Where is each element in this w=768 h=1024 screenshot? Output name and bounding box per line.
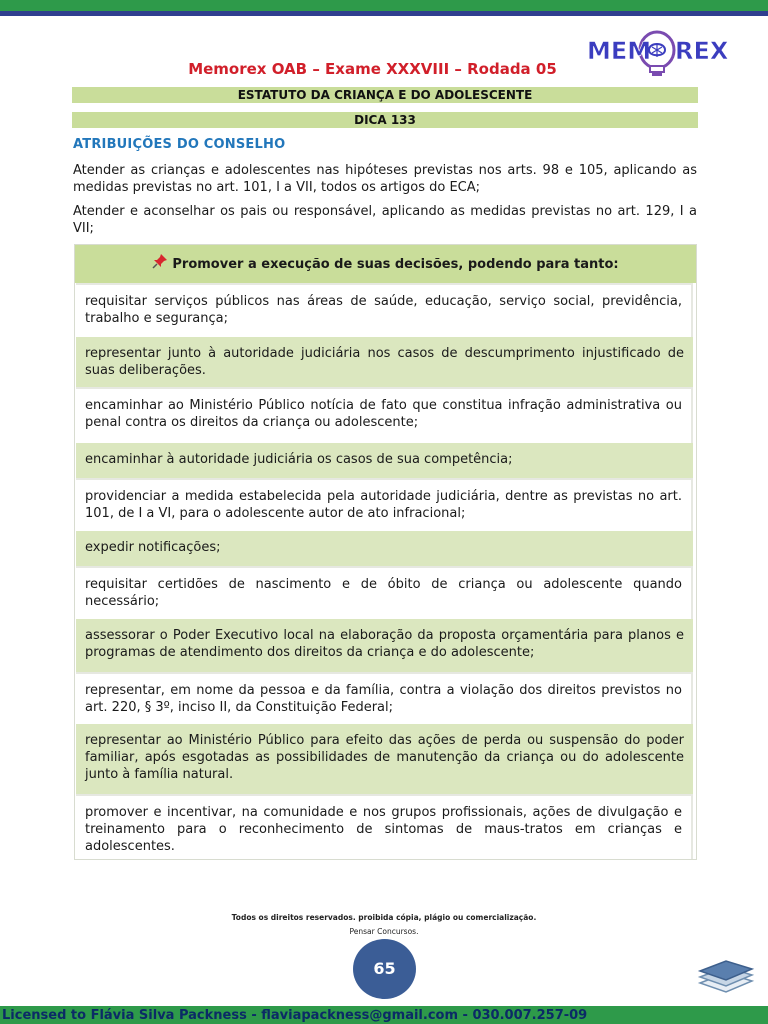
books-icon (696, 955, 756, 995)
list-item: encaminhar ao Ministério Público notícia de fato que constitua infração administrativa ou penal contra os direitos da criança ou adolescente; (76, 387, 693, 443)
list-item: encaminhar à autoridade judiciária os casos de sua competência; (76, 443, 693, 478)
list-item: requisitar serviços públicos nas áreas de saúde, educação, serviço social, previdência, trabalho e segurança; (76, 283, 693, 337)
page-number: 65 (353, 939, 416, 999)
list-item: expedir notificações; (76, 531, 693, 566)
list-item: requisitar certidões de nascimento e de óbito de criança ou adolescente quando necessário; (76, 566, 693, 619)
box-header (75, 245, 696, 283)
svg-text:REX: REX (675, 37, 729, 65)
list-item: assessorar o Poder Executivo local na elaboração da proposta orçamentária para planos e programas de atendimento dos direitos da criança e do adolescente; (76, 619, 693, 672)
section-heading: ATRIBUIÇÕES DO CONSELHO (73, 137, 286, 152)
paragraph: Atender as crianças e adolescentes nas hipóteses previstas nos arts. 98 e 105, aplicando as medidas previstas no art. 101, I a VII, todos os artigos do ECA; (73, 163, 697, 195)
list-item: representar, em nome da pessoa e da família, contra a violação dos direitos previstos no art. 220, § 3º, inciso II, da Constituição Federal; (76, 672, 693, 724)
top-bar-blue (0, 11, 768, 16)
top-bar-green (0, 0, 768, 11)
list-item: representar junto à autoridade judiciária nos casos de descumprimento injustificado de suas deliberações. (76, 337, 693, 387)
list-item: promover e incentivar, na comunidade e nos grupos profissionais, ações de divulgação e treinamento para o reconhecimento de sintomas de maus-tratos em crianças e adolescentes. (76, 794, 693, 859)
list-item: providenciar a medida estabelecida pela autoridade judiciária, dentre as previstas no art. 101, de I a VI, para o adolescente autor de ato infracional; (76, 478, 693, 531)
list-item: representar ao Ministério Público para efeito das ações de perda ou suspensão do poder familiar, após esgotadas as possibilidades de manutenção da criança ou do adolescente junto à família natural. (76, 724, 693, 794)
logo-text: MEM (587, 37, 652, 65)
document-title: Memorex OAB – Exame XXXVIII – Rodada 05 (188, 60, 557, 78)
pushpin-icon (152, 253, 168, 269)
paragraph: Atender e aconselhar os pais ou responsável, aplicando as medidas previstas no art. 129, I a VII; (73, 204, 697, 236)
powers-box (74, 244, 697, 860)
subject-band: ESTATUTO DA CRIANÇA E DO ADOLESCENTE (72, 87, 698, 103)
tip-band: DICA 133 (72, 112, 698, 128)
footer-publisher: Pensar Concursos. (349, 927, 419, 936)
license-text: Licensed to Flávia Silva Packness - flaviapackness@gmail.com - 030.007.257-09 (2, 1008, 588, 1023)
footer-rights: Todos os direitos reservados. proibida cópia, plágio ou comercialização. (231, 913, 537, 922)
box-header-text: Promover a execução de suas decisões, podendo para tanto: (172, 257, 619, 272)
